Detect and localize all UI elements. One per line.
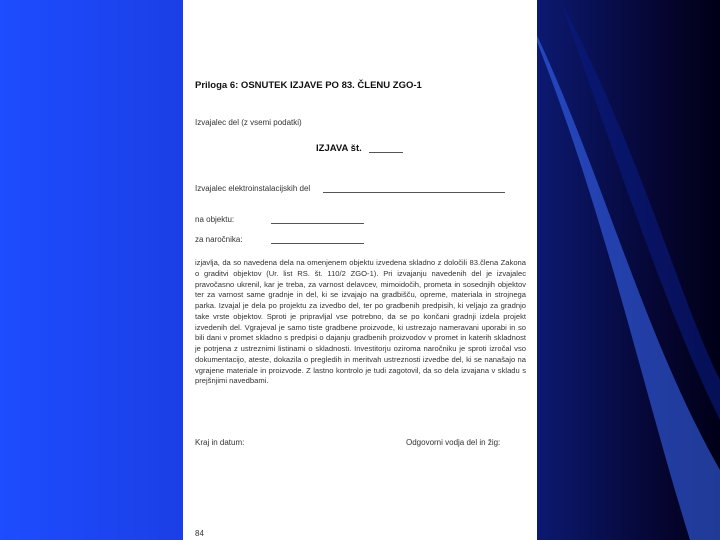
statement-number-blank — [369, 152, 403, 153]
page-number: 84 — [195, 529, 204, 538]
object-blank — [271, 223, 364, 224]
statement-body: izjavlja, da so navedena dela na omenjenem objektu izvedena skladno z določili 83.člena Zakona o graditvi objektov (Ur. list RS. št. 110/2 ZGO-1). Pri izvajanju navedenih del je izvajalec pravočasno ukrenil, kar je treba, za varnost delavcev, mimoidočih, prometa in sosednjih objektov ter za varnost same gradnje in del, ki se izvajajo na gradbišču, opreme, materiala in strojnega parka. Izvajal je dela po projektu za izvedbo del, ter po gradbenih predpisih, ki veljajo za gradnjo take vrste objektov. Sproti je pripravljal vse potrebno, da se po končani gradnji izdela projekt izvedenih del. Vgrajeval je samo tiste gradbene proizvode, ki ustrezajo nameravani uporabi in so bili dani v promet skladno s predpisi o dajanju gradbenih proizvodov v promet in katerih skladnost je potrjena z ustreznimi listinami o skladnosti. Investitorju oziroma naročniku je sproti izročal vso dokumentacijo, ateste, dokazila o pregledih in meritvah ustreznosti izvedbe del, ki se nanašajo na vgrajene materiale in proizvode. Z lastno kontrolo je tudi zagotovil, da so dela izvajana v skladu s prejšnjimi navedbami. — [195, 258, 526, 386]
document-heading: Priloga 6: OSNUTEK IZJAVE PO 83. ČLENU ZGO-1 — [195, 80, 422, 91]
document-page — [183, 0, 537, 540]
contractor-line: Izvajalec del (z vsemi podatki) — [195, 118, 302, 127]
statement-title: IZJAVA št. — [316, 143, 362, 154]
electrical-contractor-blank — [323, 192, 505, 193]
electrical-contractor-label: Izvajalec elektroinstalacijskih del — [195, 184, 311, 193]
client-label: za naročnika: — [195, 235, 243, 244]
responsible-signature-label: Odgovorni vodja del in žig: — [406, 438, 501, 447]
client-blank — [271, 243, 364, 244]
place-date-label: Kraj in datum: — [195, 438, 245, 447]
object-label: na objektu: — [195, 215, 235, 224]
